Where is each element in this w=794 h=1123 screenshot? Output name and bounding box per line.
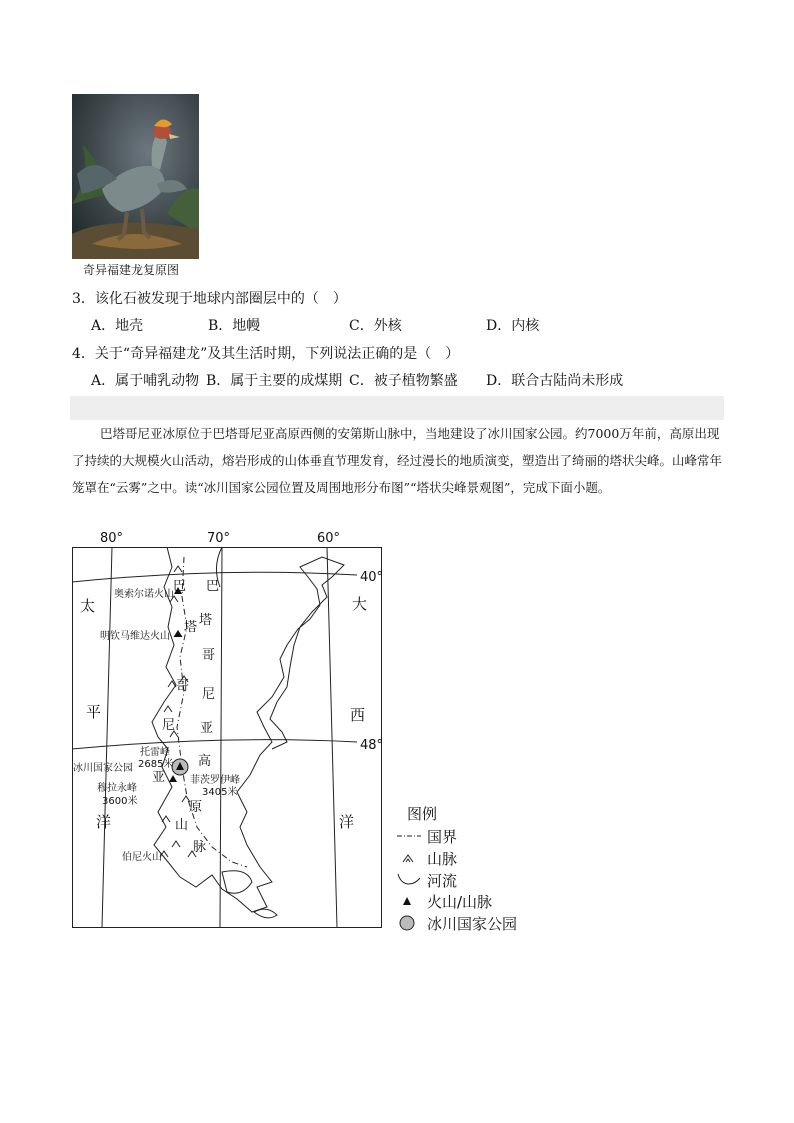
place-murallon-height: 3600米: [102, 796, 138, 807]
lon-label-70: 70°: [207, 531, 231, 546]
pacific-char-3: 洋: [96, 813, 112, 831]
border-line-icon: [395, 826, 423, 846]
plateau-char-7: 原: [189, 800, 203, 815]
plateau-char-6: 高: [198, 754, 212, 769]
place-fitzroy-name: 菲茨罗伊峰: [190, 775, 240, 786]
legend-item-river: [395, 869, 457, 891]
mountains-char-5: 亚: [152, 770, 166, 785]
question-4-stem: 4．关于“奇异福建龙”及其生活时期，下列说法正确的是（ ）: [72, 346, 460, 362]
legend-item-volcano: [395, 890, 492, 912]
figure-caption: 奇异福建龙复原图: [83, 263, 180, 277]
atlantic-char-2: 西: [350, 706, 366, 724]
legend-label-mountain: 山脉: [427, 849, 458, 868]
dinosaur-illustration: [72, 94, 199, 259]
mountains-char-6: 山: [175, 818, 189, 833]
mountain-icon: [395, 848, 423, 868]
river-icon: [395, 870, 423, 890]
q3-option-d: D．内核: [486, 318, 540, 334]
question-3-stem: 3．该化石被发现于地球内部圈层中的（ ）: [72, 291, 347, 307]
plateau-char-3: 哥: [202, 648, 216, 663]
q3-option-c: C．外核: [349, 318, 402, 334]
lat-label-48: 48°: [360, 738, 384, 753]
q4-option-a: A．属于哺乳动物: [91, 373, 200, 389]
mountains-char-3: 哥: [176, 679, 190, 694]
legend-label-border: 国界: [427, 827, 458, 846]
plateau-char-1: 巴: [206, 579, 220, 594]
patagonia-map: [72, 527, 384, 929]
place-fitzroy-height: 3405米: [202, 787, 238, 798]
plateau-char-4: 尼: [202, 687, 216, 702]
q4-option-d: D．联合古陆尚未形成: [486, 373, 624, 389]
place-torre-name: 托雷峰: [140, 747, 170, 758]
lon-label-60: 60°: [317, 531, 341, 546]
legend-label-volcano: 火山/山脉: [427, 892, 493, 911]
legend-item-mountain: [395, 847, 457, 869]
plateau-char-5: 亚: [200, 721, 214, 736]
mountains-char-1: 巴: [173, 579, 187, 594]
place-murallon-name: 穆拉永峰: [97, 783, 137, 794]
atlantic-char-1: 大: [352, 595, 368, 613]
q3-option-b: B．地幔: [208, 318, 261, 334]
lat-label-40: 40°: [360, 570, 384, 585]
q4-option-b: B．属于主要的成煤期: [206, 373, 343, 389]
legend-label-river: 河流: [427, 871, 458, 890]
section-divider-band: [70, 396, 724, 420]
place-michinmahuida: 明钦马维达火山: [100, 631, 170, 642]
legend-label-park: 冰川国家公园: [427, 914, 518, 933]
pacific-char-1: 太: [80, 597, 96, 615]
legend-title: 图例: [407, 805, 438, 823]
mountains-char-2: 塔: [184, 620, 198, 635]
legend-item-border: [395, 825, 457, 847]
pacific-char-2: 平: [86, 703, 102, 721]
park-circle-icon: [395, 913, 423, 933]
place-burney: 伯尼火山: [122, 852, 162, 863]
atlantic-char-3: 洋: [339, 813, 355, 831]
volcano-triangle-icon: [395, 891, 423, 911]
legend-item-park: [395, 912, 517, 934]
mountains-char-7: 脉: [193, 840, 207, 855]
lon-label-80: 80°: [100, 531, 124, 546]
reading-passage: 巴塔哥尼亚冰原位于巴塔哥尼亚高原西侧的安第斯山脉中，当地建设了冰川国家公园。约7000万年前，高原出现了持续的大规模火山活动，熔岩形成的山体垂直节理发育，经过漫长的地质演变，塑造出了绮丽的塔状尖峰。山峰常年笼罩在“云雾”之中。读“冰川国家公园位置及周围地形分布图”“塔状尖峰景观图”，完成下面小题。: [72, 426, 723, 495]
q4-option-c: C．被子植物繁盛: [349, 373, 458, 389]
mountains-char-4: 尼: [162, 718, 176, 733]
place-osorno: 奥索尔诺火山: [114, 589, 174, 600]
place-torre-height: 2685米: [138, 759, 174, 770]
plateau-char-2: 塔: [199, 613, 213, 628]
q3-option-a: A．地壳: [91, 318, 144, 334]
place-park: 冰川国家公园: [73, 763, 133, 774]
